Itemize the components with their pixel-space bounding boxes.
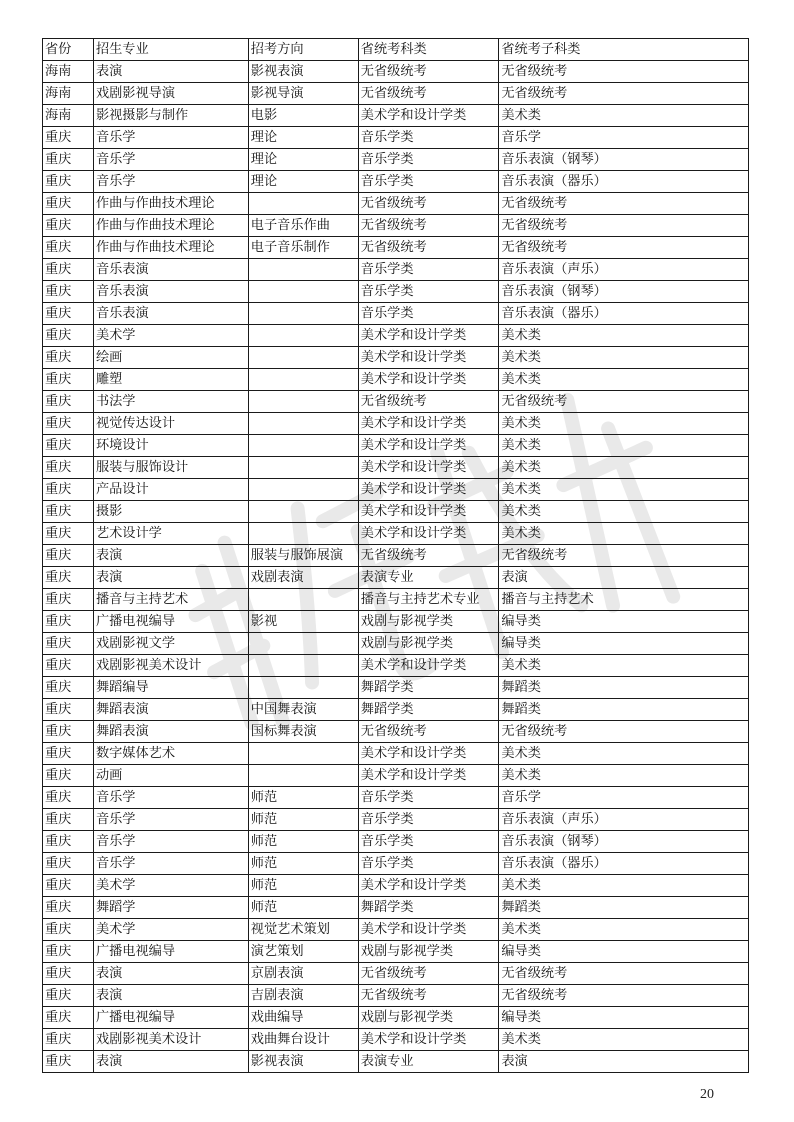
table-row (43, 479, 749, 501)
cell-major: 数字媒体艺术 (93, 743, 248, 765)
cell-province: 重庆 (43, 171, 94, 193)
cell-direction: 师范 (248, 897, 358, 919)
table-row (43, 171, 749, 193)
cell-province: 重庆 (43, 391, 94, 413)
table-row (43, 787, 749, 809)
cell-major: 音乐学 (93, 809, 248, 831)
cell-province: 重庆 (43, 853, 94, 875)
cell-exam-category: 美术学和设计学类 (358, 875, 499, 897)
cell-direction (248, 523, 358, 545)
table-row (43, 875, 749, 897)
cell-major: 戏剧影视美术设计 (93, 655, 248, 677)
cell-exam-subcategory: 美术类 (499, 765, 749, 787)
table-row (43, 721, 749, 743)
cell-major: 动画 (93, 765, 248, 787)
cell-major: 音乐学 (93, 831, 248, 853)
cell-major: 戏剧影视文学 (93, 633, 248, 655)
cell-exam-subcategory: 表演 (499, 567, 749, 589)
cell-exam-category: 无省级统考 (358, 963, 499, 985)
cell-exam-subcategory: 编导类 (499, 941, 749, 963)
cell-major: 艺术设计学 (93, 523, 248, 545)
cell-exam-category: 播音与主持艺术专业 (358, 589, 499, 611)
cell-direction (248, 501, 358, 523)
cell-major: 舞蹈表演 (93, 721, 248, 743)
cell-exam-subcategory: 音乐表演（器乐） (499, 303, 749, 325)
cell-exam-category: 舞蹈学类 (358, 677, 499, 699)
cell-direction: 师范 (248, 875, 358, 897)
cell-province: 重庆 (43, 193, 94, 215)
table-row (43, 149, 749, 171)
cell-province: 重庆 (43, 215, 94, 237)
cell-exam-subcategory: 音乐表演（器乐） (499, 171, 749, 193)
cell-direction (248, 259, 358, 281)
cell-province: 重庆 (43, 677, 94, 699)
cell-major: 表演 (93, 545, 248, 567)
cell-direction: 国标舞表演 (248, 721, 358, 743)
cell-exam-subcategory: 美术类 (499, 413, 749, 435)
cell-province: 重庆 (43, 699, 94, 721)
table-body (43, 61, 749, 1073)
header-direction: 招考方向 (248, 39, 358, 61)
header-major: 招生专业 (93, 39, 248, 61)
table-row (43, 61, 749, 83)
cell-exam-subcategory: 美术类 (499, 479, 749, 501)
cell-direction: 师范 (248, 787, 358, 809)
cell-major: 音乐表演 (93, 259, 248, 281)
cell-exam-category: 音乐学类 (358, 787, 499, 809)
cell-province: 海南 (43, 61, 94, 83)
table-row (43, 1007, 749, 1029)
admissions-table (42, 38, 749, 1073)
cell-province: 重庆 (43, 941, 94, 963)
cell-exam-subcategory: 音乐学 (499, 787, 749, 809)
table-row (43, 501, 749, 523)
cell-direction: 电影 (248, 105, 358, 127)
cell-direction: 理论 (248, 149, 358, 171)
cell-exam-subcategory: 美术类 (499, 501, 749, 523)
cell-direction: 中国舞表演 (248, 699, 358, 721)
cell-direction (248, 347, 358, 369)
cell-major: 表演 (93, 61, 248, 83)
cell-province: 重庆 (43, 809, 94, 831)
cell-province: 重庆 (43, 765, 94, 787)
cell-province: 重庆 (43, 831, 94, 853)
cell-exam-subcategory: 美术类 (499, 105, 749, 127)
cell-exam-subcategory: 舞蹈类 (499, 677, 749, 699)
cell-direction (248, 303, 358, 325)
cell-exam-category: 音乐学类 (358, 303, 499, 325)
cell-exam-subcategory: 无省级统考 (499, 963, 749, 985)
cell-exam-subcategory: 美术类 (499, 875, 749, 897)
cell-direction (248, 325, 358, 347)
cell-direction (248, 369, 358, 391)
cell-exam-category: 舞蹈学类 (358, 699, 499, 721)
cell-province: 重庆 (43, 1029, 94, 1051)
table-row (43, 589, 749, 611)
cell-major: 绘画 (93, 347, 248, 369)
cell-major: 作曲与作曲技术理论 (93, 215, 248, 237)
cell-exam-category: 美术学和设计学类 (358, 743, 499, 765)
table-row (43, 413, 749, 435)
cell-exam-category: 无省级统考 (358, 391, 499, 413)
cell-province: 重庆 (43, 919, 94, 941)
cell-province: 重庆 (43, 413, 94, 435)
cell-exam-category: 美术学和设计学类 (358, 413, 499, 435)
cell-major: 音乐表演 (93, 303, 248, 325)
cell-major: 戏剧影视美术设计 (93, 1029, 248, 1051)
cell-exam-subcategory: 美术类 (499, 1029, 749, 1051)
cell-province: 重庆 (43, 237, 94, 259)
table-row (43, 435, 749, 457)
cell-direction: 服装与服饰展演 (248, 545, 358, 567)
table-row (43, 281, 749, 303)
cell-direction (248, 391, 358, 413)
cell-exam-subcategory: 音乐表演（钢琴） (499, 831, 749, 853)
cell-exam-category: 无省级统考 (358, 61, 499, 83)
table-row (43, 127, 749, 149)
table-row (43, 941, 749, 963)
table-row (43, 545, 749, 567)
cell-exam-subcategory: 美术类 (499, 457, 749, 479)
cell-province: 重庆 (43, 589, 94, 611)
cell-exam-category: 音乐学类 (358, 809, 499, 831)
cell-province: 重庆 (43, 149, 94, 171)
cell-direction: 演艺策划 (248, 941, 358, 963)
cell-exam-category: 美术学和设计学类 (358, 435, 499, 457)
cell-exam-category: 无省级统考 (358, 215, 499, 237)
table-row (43, 457, 749, 479)
cell-exam-category: 无省级统考 (358, 83, 499, 105)
cell-exam-category: 美术学和设计学类 (358, 523, 499, 545)
cell-exam-category: 无省级统考 (358, 193, 499, 215)
cell-exam-subcategory: 无省级统考 (499, 985, 749, 1007)
cell-major: 表演 (93, 963, 248, 985)
cell-province: 重庆 (43, 457, 94, 479)
cell-exam-category: 无省级统考 (358, 545, 499, 567)
cell-major: 书法学 (93, 391, 248, 413)
cell-exam-subcategory: 无省级统考 (499, 61, 749, 83)
cell-province: 重庆 (43, 501, 94, 523)
cell-exam-subcategory: 无省级统考 (499, 193, 749, 215)
cell-direction (248, 413, 358, 435)
cell-exam-subcategory: 音乐表演（声乐） (499, 259, 749, 281)
cell-province: 重庆 (43, 875, 94, 897)
cell-major: 环境设计 (93, 435, 248, 457)
table-row (43, 83, 749, 105)
cell-major: 视觉传达设计 (93, 413, 248, 435)
cell-major: 舞蹈表演 (93, 699, 248, 721)
cell-direction: 影视表演 (248, 61, 358, 83)
cell-major: 广播电视编导 (93, 1007, 248, 1029)
table-row (43, 919, 749, 941)
cell-province: 重庆 (43, 523, 94, 545)
cell-exam-subcategory: 美术类 (499, 655, 749, 677)
cell-exam-subcategory: 舞蹈类 (499, 897, 749, 919)
cell-exam-category: 美术学和设计学类 (358, 501, 499, 523)
cell-direction: 理论 (248, 171, 358, 193)
cell-major: 舞蹈学 (93, 897, 248, 919)
cell-exam-category: 戏剧与影视学类 (358, 941, 499, 963)
cell-province: 重庆 (43, 259, 94, 281)
table-row (43, 347, 749, 369)
cell-direction: 京剧表演 (248, 963, 358, 985)
cell-major: 音乐学 (93, 127, 248, 149)
cell-direction: 电子音乐制作 (248, 237, 358, 259)
cell-province: 重庆 (43, 545, 94, 567)
cell-exam-subcategory: 美术类 (499, 369, 749, 391)
table-row (43, 985, 749, 1007)
cell-major: 音乐学 (93, 149, 248, 171)
cell-exam-subcategory: 音乐表演（钢琴） (499, 281, 749, 303)
cell-exam-subcategory: 无省级统考 (499, 83, 749, 105)
table-row (43, 677, 749, 699)
cell-major: 播音与主持艺术 (93, 589, 248, 611)
cell-direction (248, 633, 358, 655)
cell-province: 重庆 (43, 1051, 94, 1073)
cell-exam-subcategory: 美术类 (499, 743, 749, 765)
cell-province: 重庆 (43, 435, 94, 457)
table-row (43, 611, 749, 633)
cell-exam-subcategory: 无省级统考 (499, 391, 749, 413)
cell-major: 表演 (93, 1051, 248, 1073)
cell-exam-category: 美术学和设计学类 (358, 325, 499, 347)
cell-province: 重庆 (43, 743, 94, 765)
cell-major: 音乐学 (93, 787, 248, 809)
cell-exam-subcategory: 美术类 (499, 523, 749, 545)
cell-exam-subcategory: 美术类 (499, 325, 749, 347)
cell-exam-category: 美术学和设计学类 (358, 457, 499, 479)
cell-province: 重庆 (43, 633, 94, 655)
cell-province: 重庆 (43, 325, 94, 347)
cell-exam-subcategory: 无省级统考 (499, 721, 749, 743)
cell-major: 戏剧影视导演 (93, 83, 248, 105)
table-row (43, 633, 749, 655)
cell-province: 重庆 (43, 1007, 94, 1029)
cell-exam-subcategory: 播音与主持艺术 (499, 589, 749, 611)
cell-exam-category: 表演专业 (358, 1051, 499, 1073)
cell-direction (248, 457, 358, 479)
table-row (43, 391, 749, 413)
cell-exam-category: 音乐学类 (358, 853, 499, 875)
cell-direction (248, 435, 358, 457)
header-exam-category: 省统考科类 (358, 39, 499, 61)
cell-major: 舞蹈编导 (93, 677, 248, 699)
cell-major: 音乐表演 (93, 281, 248, 303)
table-row (43, 325, 749, 347)
cell-exam-subcategory: 表演 (499, 1051, 749, 1073)
cell-major: 作曲与作曲技术理论 (93, 193, 248, 215)
cell-direction: 吉剧表演 (248, 985, 358, 1007)
cell-major: 影视摄影与制作 (93, 105, 248, 127)
cell-exam-subcategory: 舞蹈类 (499, 699, 749, 721)
table-row (43, 369, 749, 391)
table-row (43, 567, 749, 589)
table-row (43, 655, 749, 677)
cell-direction: 师范 (248, 853, 358, 875)
cell-province: 重庆 (43, 127, 94, 149)
cell-exam-category: 音乐学类 (358, 171, 499, 193)
cell-major: 广播电视编导 (93, 941, 248, 963)
cell-direction: 影视表演 (248, 1051, 358, 1073)
cell-province: 重庆 (43, 281, 94, 303)
cell-major: 作曲与作曲技术理论 (93, 237, 248, 259)
cell-exam-category: 无省级统考 (358, 237, 499, 259)
header-exam-subcategory: 省统考子科类 (499, 39, 749, 61)
cell-exam-category: 音乐学类 (358, 281, 499, 303)
table-row (43, 193, 749, 215)
cell-direction: 影视 (248, 611, 358, 633)
cell-exam-category: 美术学和设计学类 (358, 655, 499, 677)
table-row (43, 259, 749, 281)
cell-province: 重庆 (43, 369, 94, 391)
table-row (43, 215, 749, 237)
header-province: 省份 (43, 39, 94, 61)
cell-direction (248, 655, 358, 677)
cell-exam-category: 音乐学类 (358, 127, 499, 149)
table-row (43, 699, 749, 721)
cell-major: 音乐学 (93, 853, 248, 875)
cell-province: 海南 (43, 105, 94, 127)
table-row (43, 1029, 749, 1051)
cell-exam-category: 音乐学类 (358, 831, 499, 853)
cell-major: 表演 (93, 567, 248, 589)
cell-exam-subcategory: 无省级统考 (499, 545, 749, 567)
cell-exam-category: 舞蹈学类 (358, 897, 499, 919)
cell-exam-category: 美术学和设计学类 (358, 369, 499, 391)
cell-exam-subcategory: 无省级统考 (499, 215, 749, 237)
cell-direction (248, 589, 358, 611)
table-row (43, 237, 749, 259)
cell-province: 重庆 (43, 347, 94, 369)
cell-major: 美术学 (93, 875, 248, 897)
table-row (43, 963, 749, 985)
cell-major: 服装与服饰设计 (93, 457, 248, 479)
table-row (43, 303, 749, 325)
cell-exam-subcategory: 音乐表演（器乐） (499, 853, 749, 875)
cell-exam-category: 戏剧与影视学类 (358, 1007, 499, 1029)
cell-major: 表演 (93, 985, 248, 1007)
cell-province: 重庆 (43, 567, 94, 589)
cell-direction (248, 743, 358, 765)
cell-major: 广播电视编导 (93, 611, 248, 633)
table-row (43, 831, 749, 853)
table-row (43, 897, 749, 919)
cell-province: 重庆 (43, 787, 94, 809)
cell-province: 重庆 (43, 303, 94, 325)
cell-exam-category: 戏剧与影视学类 (358, 611, 499, 633)
cell-exam-category: 美术学和设计学类 (358, 347, 499, 369)
cell-province: 重庆 (43, 721, 94, 743)
cell-exam-category: 音乐学类 (358, 149, 499, 171)
cell-province: 重庆 (43, 479, 94, 501)
cell-direction (248, 193, 358, 215)
cell-direction: 戏曲编导 (248, 1007, 358, 1029)
cell-direction: 师范 (248, 831, 358, 853)
cell-major: 音乐学 (93, 171, 248, 193)
cell-exam-subcategory: 美术类 (499, 435, 749, 457)
table-row (43, 105, 749, 127)
table-row (43, 853, 749, 875)
cell-direction (248, 479, 358, 501)
cell-province: 海南 (43, 83, 94, 105)
cell-direction: 戏剧表演 (248, 567, 358, 589)
cell-exam-subcategory: 美术类 (499, 919, 749, 941)
cell-exam-category: 美术学和设计学类 (358, 479, 499, 501)
cell-exam-subcategory: 无省级统考 (499, 237, 749, 259)
cell-exam-category: 戏剧与影视学类 (358, 633, 499, 655)
cell-exam-category: 美术学和设计学类 (358, 1029, 499, 1051)
cell-province: 重庆 (43, 611, 94, 633)
cell-province: 重庆 (43, 985, 94, 1007)
cell-direction: 视觉艺术策划 (248, 919, 358, 941)
table-row (43, 809, 749, 831)
cell-exam-category: 美术学和设计学类 (358, 105, 499, 127)
cell-exam-subcategory: 美术类 (499, 347, 749, 369)
table-row (43, 765, 749, 787)
table-row (43, 1051, 749, 1073)
cell-exam-subcategory: 音乐学 (499, 127, 749, 149)
cell-direction: 影视导演 (248, 83, 358, 105)
cell-exam-category: 美术学和设计学类 (358, 919, 499, 941)
cell-exam-category: 无省级统考 (358, 721, 499, 743)
table-row (43, 523, 749, 545)
cell-major: 美术学 (93, 919, 248, 941)
cell-major: 雕塑 (93, 369, 248, 391)
cell-province: 重庆 (43, 897, 94, 919)
cell-direction: 理论 (248, 127, 358, 149)
cell-exam-subcategory: 编导类 (499, 1007, 749, 1029)
cell-direction: 电子音乐作曲 (248, 215, 358, 237)
cell-exam-subcategory: 音乐表演（声乐） (499, 809, 749, 831)
page-number: 20 (700, 1087, 714, 1102)
cell-exam-category: 无省级统考 (358, 985, 499, 1007)
cell-province: 重庆 (43, 655, 94, 677)
cell-exam-subcategory: 音乐表演（钢琴） (499, 149, 749, 171)
cell-direction (248, 281, 358, 303)
cell-direction: 师范 (248, 809, 358, 831)
cell-major: 美术学 (93, 325, 248, 347)
cell-direction (248, 765, 358, 787)
cell-exam-category: 美术学和设计学类 (358, 765, 499, 787)
cell-exam-category: 音乐学类 (358, 259, 499, 281)
cell-exam-category: 表演专业 (358, 567, 499, 589)
cell-direction: 戏曲舞台设计 (248, 1029, 358, 1051)
cell-major: 产品设计 (93, 479, 248, 501)
cell-province: 重庆 (43, 963, 94, 985)
table-row (43, 743, 749, 765)
cell-major: 摄影 (93, 501, 248, 523)
cell-direction (248, 677, 358, 699)
cell-exam-subcategory: 编导类 (499, 611, 749, 633)
table-header-row (43, 39, 749, 61)
cell-exam-subcategory: 编导类 (499, 633, 749, 655)
